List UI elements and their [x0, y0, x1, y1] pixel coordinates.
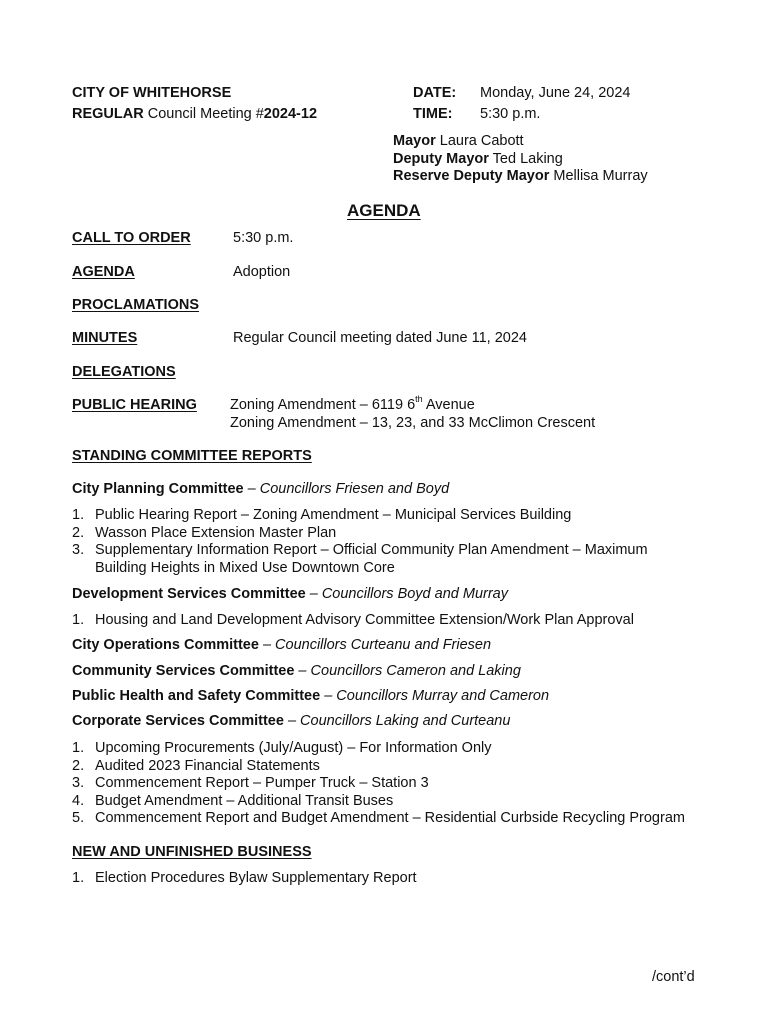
call-to-order-value: 5:30 p.m. [233, 230, 294, 246]
agenda-value: Adoption [233, 264, 291, 280]
list-item: 1. Upcoming Procurements (July/August) – For Information Only [72, 740, 492, 756]
committee-development-services: Development Services Committee – Councillors Boyd and Murray [72, 586, 508, 602]
section-standing-committee-reports: STANDING COMMITTEE REPORTS [72, 448, 312, 464]
public-hearing-item-1: Zoning Amendment – 6119 6th Avenue [230, 394, 475, 413]
meeting-number: 2024-12 [263, 106, 318, 122]
corporate-services-list [72, 740, 685, 828]
section-minutes: MINUTES [72, 330, 138, 346]
list-item: 1. Election Procedures Bylaw Supplementary Report [72, 870, 417, 886]
section-call-to-order: CALL TO ORDER [72, 230, 191, 246]
committee-city-planning: City Planning Committee – Councillors Friesen and Boyd [72, 481, 450, 497]
section-public-hearing: PUBLIC HEARING [72, 397, 197, 413]
meeting-title [72, 106, 317, 122]
list-item: 2. Wasson Place Extension Master Plan [72, 524, 337, 541]
officials-block [393, 133, 648, 186]
official-deputy-mayor: Deputy Mayor Ted Laking [393, 150, 563, 167]
list-item: 1. Public Hearing Report – Zoning Amendment – Municipal Services Building [72, 507, 572, 523]
list-item: 2. Audited 2023 Financial Statements [72, 757, 320, 774]
public-hearing-item-2: Zoning Amendment – 13, 23, and 33 McClimon Crescent [230, 415, 596, 431]
committee-community-services: Community Services Committee – Councillors Cameron and Laking [72, 663, 521, 679]
official-mayor: Mayor Laura Cabott [393, 133, 524, 149]
new-business-list [72, 870, 417, 888]
time-label: TIME: [413, 106, 453, 122]
section-proclamations: PROCLAMATIONS [72, 297, 200, 313]
list-item: 1. Housing and Land Development Advisory Committee Extension/Work Plan Approval [72, 612, 634, 628]
section-delegations: DELEGATIONS [72, 364, 176, 380]
committee-corporate-services: Corporate Services Committee – Councillors Laking and Curteanu [72, 713, 511, 729]
list-item: 3. Supplementary Information Report – Official Community Plan Amendment – Maximum Building Heights in Mixed Use Downtown Core [72, 542, 648, 576]
meeting-prefix: REGULAR [72, 106, 144, 122]
city-name: CITY OF WHITEHORSE [72, 85, 232, 101]
minutes-value: Regular Council meeting dated June 11, 2024 [233, 330, 527, 346]
section-agenda: AGENDA [72, 264, 135, 280]
city-planning-list [72, 507, 648, 577]
time-value: 5:30 p.m. [480, 106, 541, 122]
list-item: 4. Budget Amendment – Additional Transit Buses [72, 792, 394, 809]
development-services-list [72, 612, 634, 630]
date-label: DATE: [413, 85, 457, 101]
list-item: 5. Commencement Report and Budget Amendment – Residential Curbside Recycling Program [72, 810, 685, 827]
official-reserve-deputy-mayor: Reserve Deputy Mayor Mellisa Murray [393, 168, 648, 184]
committee-public-health-safety: Public Health and Safety Committee – Councillors Murray and Cameron [72, 688, 550, 704]
continued-note: /cont’d [652, 969, 695, 985]
section-new-unfinished-business: NEW AND UNFINISHED BUSINESS [72, 844, 312, 860]
meeting-middle: Council Meeting # [143, 106, 264, 122]
date-value: Monday, June 24, 2024 [480, 85, 631, 101]
committee-city-operations: City Operations Committee – Councillors Curteanu and Friesen [72, 637, 492, 653]
page-title: AGENDA [347, 201, 421, 220]
list-item: 3. Commencement Report – Pumper Truck – Station 3 [72, 775, 429, 792]
